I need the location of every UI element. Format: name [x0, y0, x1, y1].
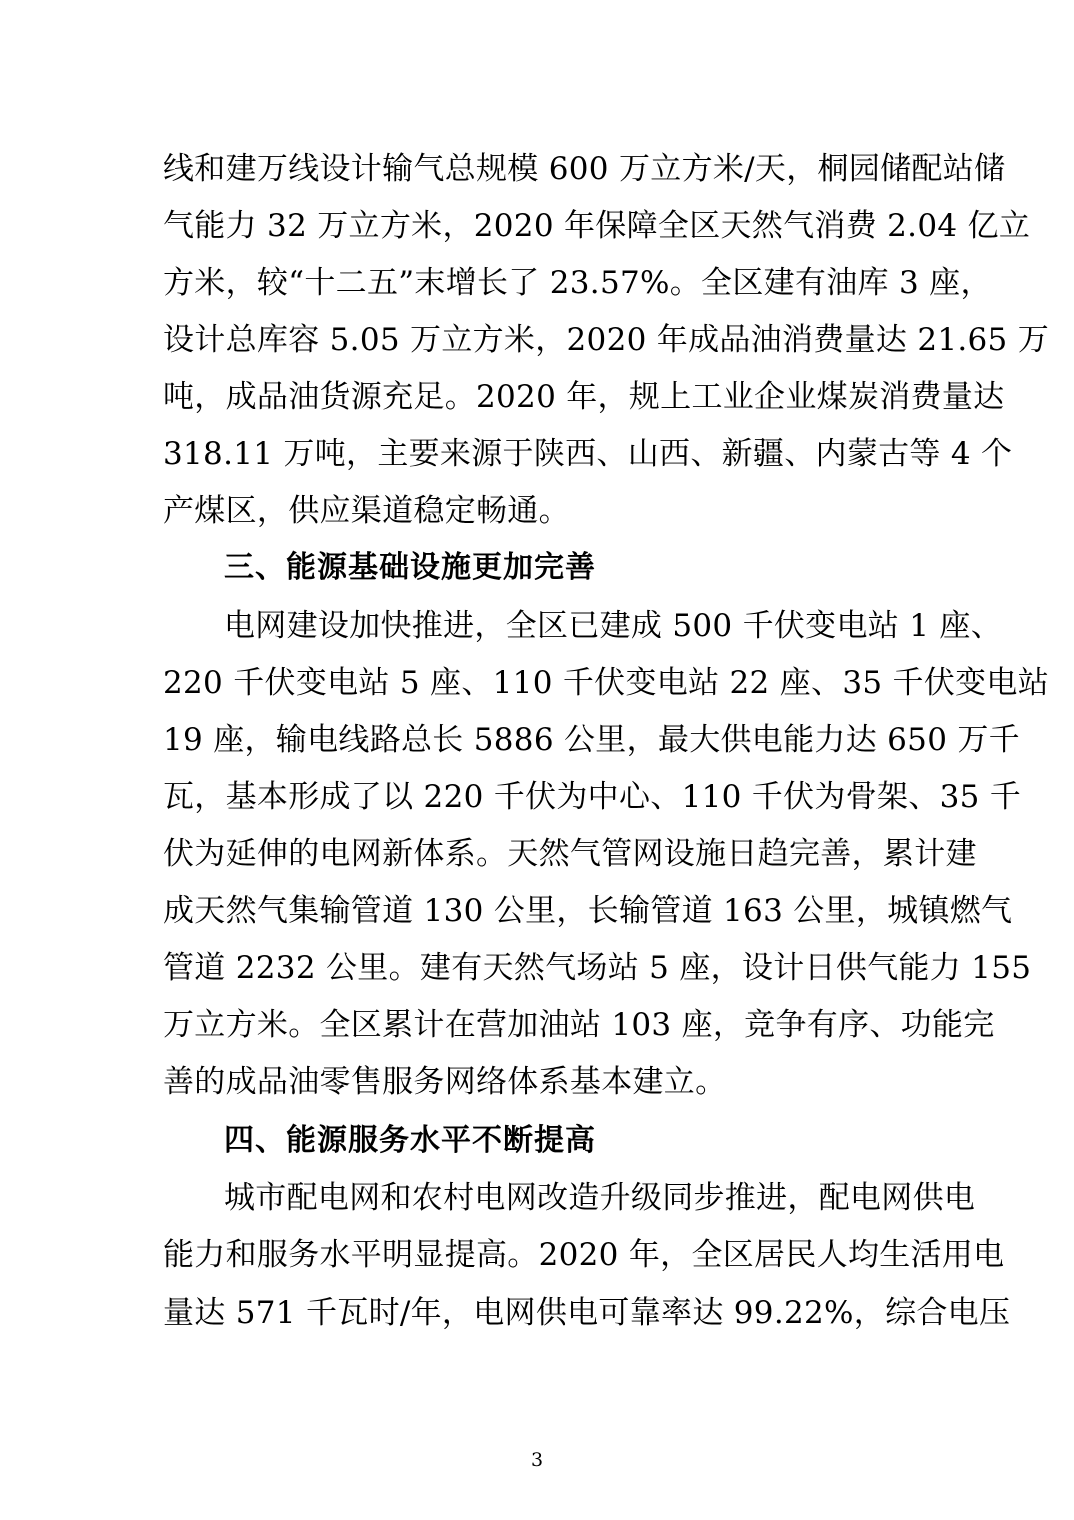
- section-heading: 四、能源服务水平不断提高: [224, 1123, 596, 1158]
- paragraph-line: 气能力 32 万立方米，2020 年保障全区天然气消费 2.04 亿立: [163, 208, 1031, 244]
- paragraph-line: 量达 571 千瓦时/年，电网供电可靠率达 99.22%，综合电压: [163, 1295, 1011, 1331]
- section-heading: 三、能源基础设施更加完善: [224, 550, 596, 585]
- paragraph-line: 吨，成品油货源充足。2020 年，规上工业企业煤炭消费量达: [163, 379, 1005, 415]
- paragraph-line: 设计总库容 5.05 万立方米，2020 年成品油消费量达 21.65 万: [163, 322, 1050, 358]
- paragraph-line: 方米，较“十二五”末增长了 23.57%。全区建有油库 3 座，: [163, 265, 992, 301]
- paragraph-line: 线和建万线设计输气总规模 600 万立方米/天，桐园储配站储: [163, 151, 1006, 187]
- paragraph-line: 产煤区，供应渠道稳定畅通。: [163, 493, 570, 529]
- paragraph-line: 城市配电网和农村电网改造升级同步推进，配电网供电: [224, 1180, 976, 1216]
- paragraph-line: 瓦，基本形成了以 220 千伏为中心、110 千伏为骨架、35 千: [163, 779, 1022, 815]
- paragraph-line: 电网建设加快推进，全区已建成 500 千伏变电站 1 座、: [224, 608, 1003, 644]
- paragraph-line: 管道 2232 公里。建有天然气场站 5 座，设计日供气能力 155: [163, 950, 1032, 986]
- paragraph-line: 318.11 万吨，主要来源于陕西、山西、新疆、内蒙古等 4 个: [163, 436, 1013, 472]
- page-number: 3: [530, 1449, 544, 1471]
- paragraph-line: 万立方米。全区累计在营加油站 103 座，竞争有序、功能完: [163, 1007, 995, 1043]
- paragraph-line: 能力和服务水平明显提高。2020 年，全区居民人均生活用电: [163, 1237, 1005, 1273]
- paragraph-line: 伏为延伸的电网新体系。天然气管网设施日趋完善，累计建: [163, 836, 977, 872]
- paragraph-line: 成天然气集输管道 130 公里，长输管道 163 公里，城镇燃气: [163, 893, 1013, 929]
- paragraph-line: 19 座，输电线路总长 5886 公里，最大供电能力达 650 万千: [163, 722, 1020, 758]
- paragraph-line: 220 千伏变电站 5 座、110 千伏变电站 22 座、35 千伏变电站: [163, 665, 1050, 701]
- paragraph-line: 善的成品油零售服务网络体系基本建立。: [163, 1064, 727, 1100]
